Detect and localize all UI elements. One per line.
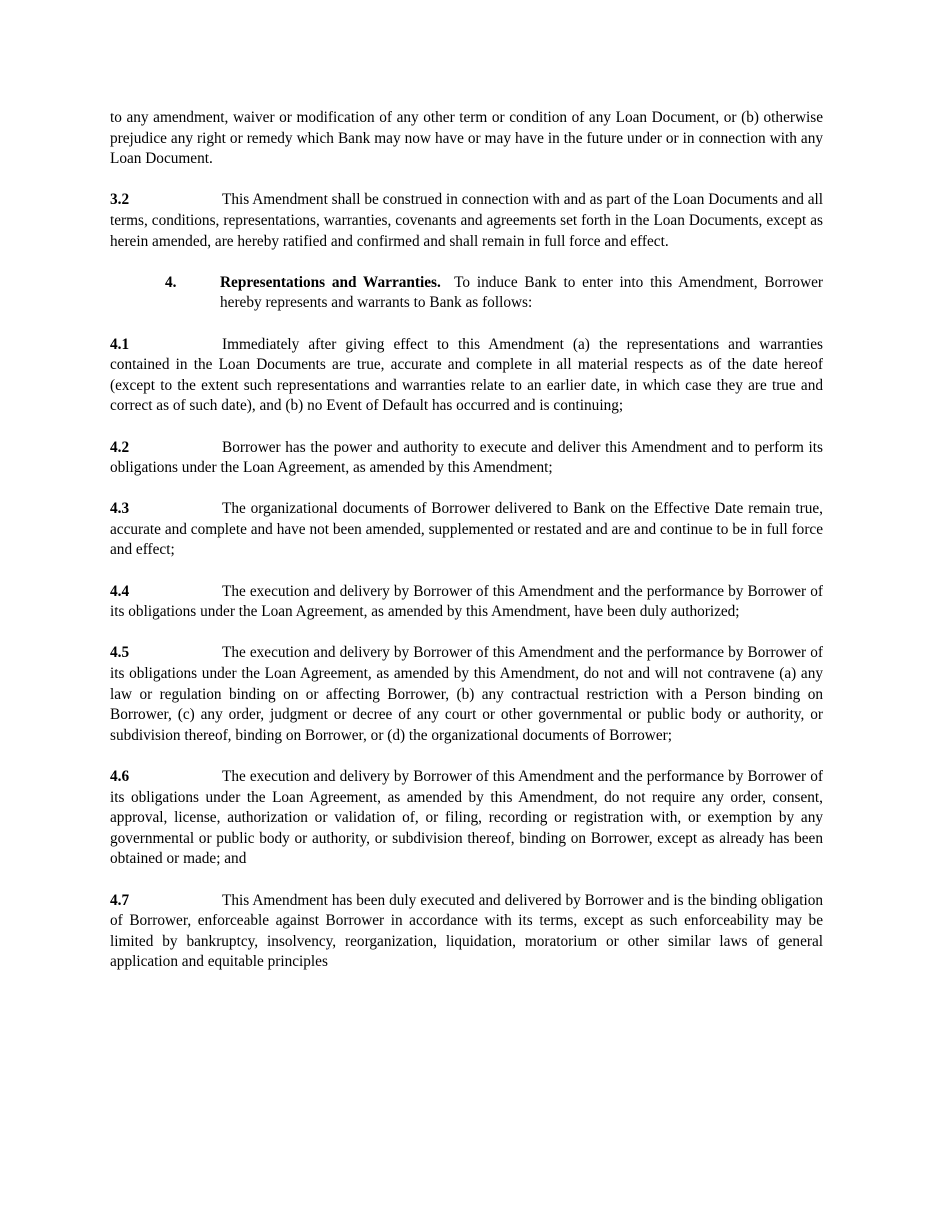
paragraph-4-1 (110, 335, 823, 417)
paragraph-text: Immediately after giving effect to this Amendment (a) the representations and warranties contained in the Loan Documents are true, accurate and complete in all material respects as of the date hereof (except to the extent such representations and warranties relate to an earlier date, in which case they are true and correct as of such date), and (b) no Event of Default has occurred and is continuing; (110, 335, 823, 415)
paragraph-4-4 (110, 582, 823, 623)
paragraph-text: The organizational documents of Borrower delivered to Bank on the Effective Date remain true, accurate and complete and have not been amended, supplemented or restated and are and continue to be in full force and effect; (110, 500, 823, 559)
paragraph-4-6 (110, 767, 823, 870)
paragraph-text: The execution and delivery by Borrower of this Amendment and the performance by Borrower of its obligations under the Loan Agreement, as amended by this Amendment, do not and will not contravene (a) any law or regulation binding on or affecting Borrower, (b) any contractual restriction with a Person binding on Borrower, (c) any order, judgment or decree of any court or other governmental or public body or authority, or subdivision thereof, binding on Borrower, or (d) the organizational documents of Borrower; (110, 644, 823, 744)
paragraph-number: 4.3 (110, 500, 130, 518)
paragraph-text: The execution and delivery by Borrower of this Amendment and the performance by Borrower of its obligations under the Loan Agreement, as amended by this Amendment, do not require any order, consent, approval, license, authorization or validation of, or filing, recording or registration with, or exemption by any governmental or public body or authority, or subdivision thereof, binding on Borrower, except as already has been obtained or made; and (110, 768, 823, 868)
paragraph-text: to any amendment, waiver or modification of any other term or condition of any Loan Document, or (b) otherwise prejudice any right or remedy which Bank may now have or may have in the future under or in connection with any Loan Document. (110, 109, 823, 168)
section-title: Representations and Warranties. (220, 273, 441, 291)
paragraph-text: This Amendment shall be construed in connection with and as part of the Loan Documents and all terms, conditions, representations, warranties, covenants and agreements set forth in the Loan Documents, except as herein amended, are hereby ratified and confirmed and shall remain in full force and effect. (110, 191, 823, 250)
section-number: 4. (165, 273, 177, 291)
paragraph-number: 4.4 (110, 582, 130, 600)
section-text: To induce Bank to enter into this Amendment, Borrower hereby represents and warrants to Bank as follows: (220, 273, 824, 312)
paragraph-3-2 (110, 190, 823, 252)
paragraph-number: 4.5 (110, 644, 130, 662)
paragraph-number: 3.2 (110, 191, 130, 209)
paragraph-number: 4.6 (110, 768, 130, 785)
paragraph-number: 4.7 (110, 891, 130, 909)
section-heading-4 (165, 273, 823, 314)
paragraph-continuation (110, 108, 823, 170)
paragraph-number: 4.2 (110, 438, 130, 456)
document-body (110, 108, 823, 973)
paragraph-text: This Amendment has been duly executed and delivered by Borrower and is the binding obligation of Borrower, enforceable against Borrower in accordance with its terms, except as such enforceability may be limited by bankruptcy, insolvency, reorganization, liquidation, moratorium or other similar laws of general application and equitable principles (110, 891, 823, 971)
paragraph-text: The execution and delivery by Borrower of this Amendment and the performance by Borrower of its obligations under the Loan Agreement, as amended by this Amendment, have been duly authorized; (110, 582, 823, 621)
paragraph-4-5 (110, 643, 823, 746)
paragraph-text: Borrower has the power and authority to execute and deliver this Amendment and to perform its obligations under the Loan Agreement, as amended by this Amendment; (110, 438, 823, 477)
paragraph-4-2 (110, 438, 823, 479)
paragraph-4-3 (110, 499, 823, 561)
paragraph-4-7 (110, 891, 823, 973)
paragraph-number: 4.1 (110, 335, 130, 353)
